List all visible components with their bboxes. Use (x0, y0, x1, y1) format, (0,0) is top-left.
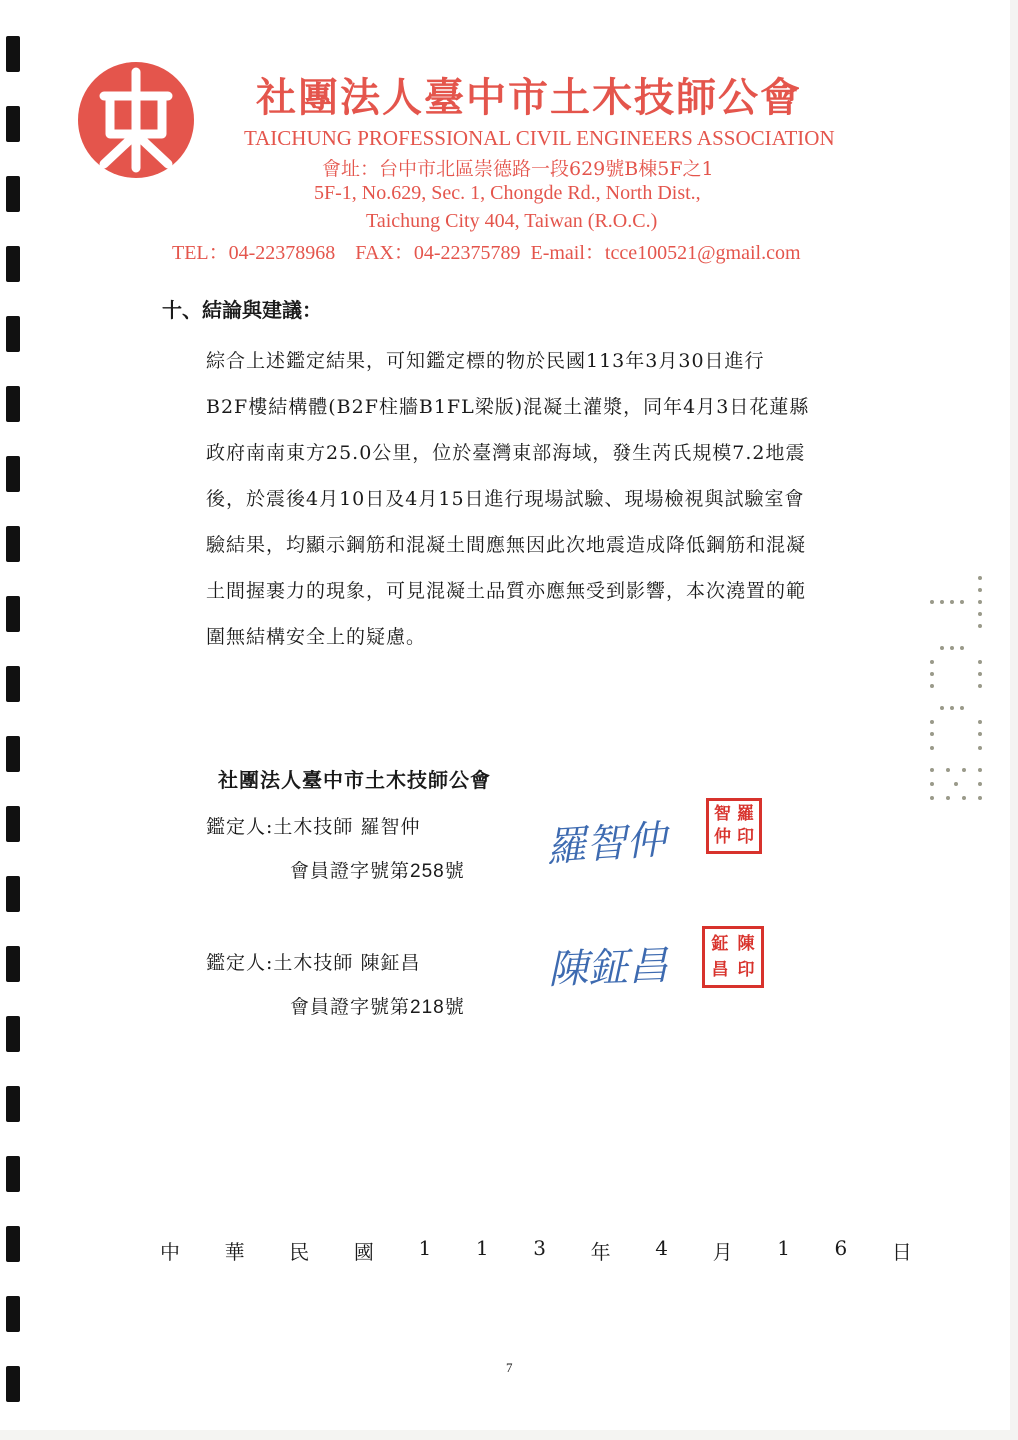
appraiser-2-member-no: 會員證字號第218號 (290, 996, 465, 1018)
appraiser-2-signature: 陳鉦昌 (547, 942, 669, 994)
appraiser-1-signature: 羅智仲 (544, 816, 668, 872)
address-en-line1: 5F-1, No.629, Sec. 1, Chongde Rd., North Dist., (314, 182, 701, 204)
punch-dots-decoration (928, 574, 988, 814)
org-name-en: TAICHUNG PROFESSIONAL CIVIL ENGINEERS ASSOCIATION (244, 126, 835, 150)
signatory-org-name: 社團法人臺中市土木技師公會 (218, 768, 491, 792)
section-heading: 十、結論與建議： (162, 298, 322, 322)
section-body: 綜合上述鑑定結果，可知鑑定標的物於民國113年3月30日進行 B2F樓結構體(B2F柱牆B1FL梁版)混凝土灌漿，同年4月3日花蓮縣 政府南南東方25.0公里，位於臺灣東部海域，發生芮氏規模7.2地震 後，於震後4月10日及4月15日進行現場試驗、現場檢視與試驗室會 驗結果，均顯示鋼筋和混凝土間應無因此次地震造成降低鋼筋和混凝 土間握裹力的現象，可見混凝土品質亦應無受到影響，本次澆置的範 圍無結構安全上的疑慮。 (206, 350, 810, 648)
appraiser-1-seal: 智 羅 仲 印 (706, 798, 762, 854)
document-date: 中 華 民 國 1 1 3 年 4 月 1 6 日 (160, 1236, 912, 1264)
org-name-cn: 社團法人臺中市土木技師公會 (256, 74, 802, 121)
page-number: 7 (506, 1360, 513, 1375)
association-logo-icon (76, 60, 196, 180)
appraiser-2-label: 鑑定人:土木技師 陳鉦昌 (206, 952, 421, 974)
address-en-line2: Taichung City 404, Taiwan (R.O.C.) (366, 210, 658, 232)
appraiser-1-member-no: 會員證字號第258號 (290, 860, 465, 882)
address-cn: 會址：台中市北區崇德路一段629號B棟5F之1 (322, 158, 714, 180)
appraiser-2-seal: 鉦 陳 昌 印 (702, 926, 764, 988)
appraiser-1-label: 鑑定人:土木技師 羅智仲 (206, 816, 421, 838)
contact-info: TEL：04-22378968 FAX：04-22375789 E-mail：tcce100521@gmail.com (172, 242, 801, 264)
